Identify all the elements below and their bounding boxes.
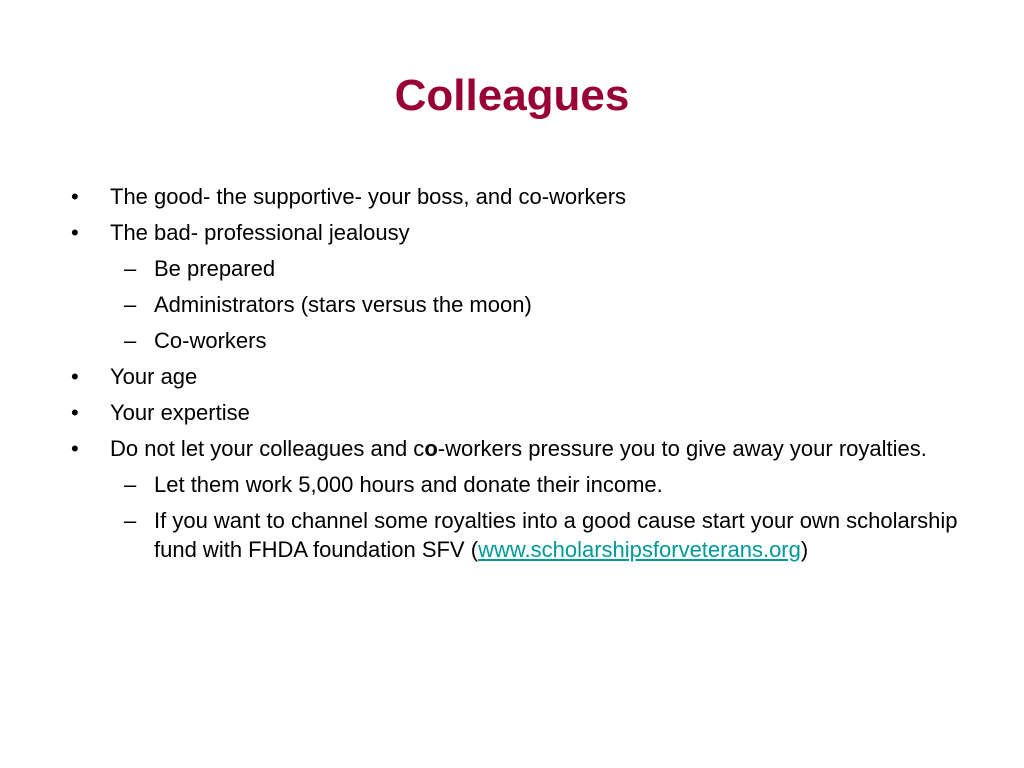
bullet-text-part: Do not let your colleagues and c	[110, 436, 425, 461]
sub-bullet-item	[68, 326, 968, 355]
sub-bullet-text-part: )	[800, 537, 809, 562]
sub-bullet-text: Be prepared	[154, 256, 276, 281]
sub-bullet-item	[68, 290, 968, 319]
bullet-marker: •	[71, 184, 79, 209]
bullet-list	[68, 182, 968, 571]
sub-bullet-item	[68, 254, 968, 283]
sub-bullet-text: Let them work 5,000 hours and donate their income.	[154, 472, 663, 497]
bullet-item	[68, 182, 968, 211]
bullet-text	[110, 436, 927, 461]
bullet-item	[68, 362, 968, 391]
sub-bullet-text: Co-workers	[154, 328, 267, 353]
bullet-text: Your expertise	[110, 400, 250, 425]
sub-bullet-marker: –	[124, 328, 137, 353]
bullet-marker: •	[71, 400, 79, 425]
bullet-marker: •	[71, 436, 79, 461]
bullet-item	[68, 218, 968, 247]
bullet-text: The bad- professional jealousy	[110, 220, 410, 245]
bullet-item	[68, 434, 968, 463]
slide-title: Colleagues	[394, 71, 630, 120]
sub-bullet-marker: –	[124, 256, 137, 281]
bullet-text: Your age	[110, 364, 198, 389]
sub-bullet-text: Administrators (stars versus the moon)	[154, 292, 532, 317]
sub-bullet-marker: –	[124, 292, 137, 317]
bullet-item	[68, 398, 968, 427]
sub-bullet-item	[68, 506, 968, 564]
bullet-text: The good- the supportive- your boss, and co-workers	[110, 184, 627, 209]
bold-letter: o	[424, 436, 438, 461]
sub-bullet-text	[154, 508, 957, 562]
sub-bullet-marker: –	[124, 472, 137, 497]
sub-bullet-item	[68, 470, 968, 499]
scholarship-link[interactable]: www.scholarshipsforveterans.org	[478, 537, 801, 562]
sub-bullet-marker: –	[124, 508, 137, 533]
bullet-marker: •	[71, 220, 79, 245]
bullet-marker: •	[71, 364, 79, 389]
bullet-text-part: -workers pressure you to give away your royalties.	[437, 436, 927, 461]
sub-bullet-text-part: If you want to channel some royalties into a good cause start your own scholarship fund with FHDA foundation SFV (	[154, 508, 958, 562]
